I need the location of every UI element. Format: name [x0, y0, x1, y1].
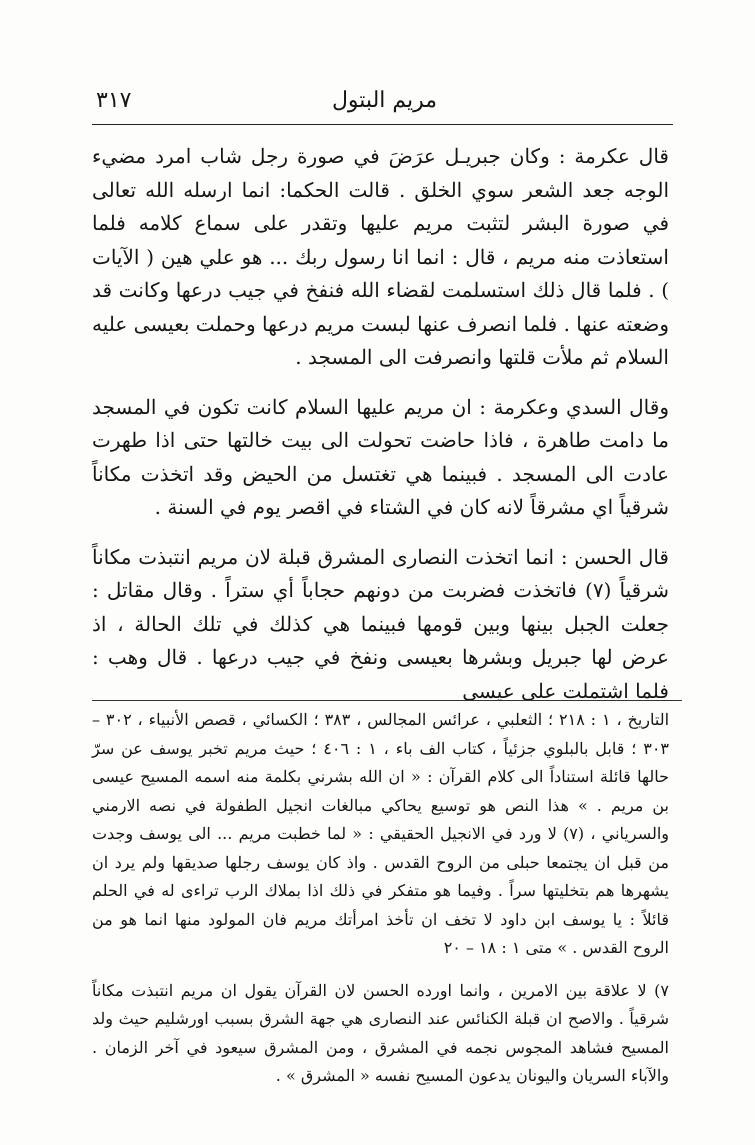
paragraph: قال عكرمة : وكان جبريـل عرَضَ في صورة رجل شاب امرد مضيء الوجه جعد الشعر سوي الخلق . قالت الحكما: انما ارسله الله تعالى في صورة البشر لتثبت مريم عليها وتقدر على سماع كلامه فلما استعاذت منه مريم ، قال : انما انا رسول ربك ... هو علي هين ( الآيات ) . فلما قال ذلك استسلمت لقضاء الله فنفخ في جيب درعها وكانت قد وضعته عنها . فلما انصرف عنها لبست مريم درعها وحملت بعيسى عليه السلام ثم ملأت قلتها وانصرفت الى المسجد . — [92, 144, 669, 369]
main-text — [92, 140, 669, 724]
page-number: ٣١٧ — [96, 88, 132, 113]
footnotes — [92, 706, 669, 1105]
paragraph: قال الحسن : انما اتخذت النصارى المشرق قبلة لان مريم انتبذت مكاناً شرقياً (٧) فاتخذت فضربت من دونهم حجاباً أي ستراً . وقال مقاتل : جعلت الجبل بينها وبين قومها فبينما هي كذلك في تلك الحالة ، اذ عرض لها جبريل وبشرها بعيسى ونفخ في جيب درعها . قال وهب : فلما اشتملت على عيسى — [92, 544, 669, 703]
footnote-rule — [92, 700, 682, 701]
footnote: التاريخ ، ١ : ٢١٨ ؛ الثعلبي ، عرائس المجالس ، ٣٨٣ ؛ الكسائي ، قصص الأنبياء ، ٣٠٢ – ٣٠٣ ؛ قابل بالبلوي جزئياً ، كتاب الف باء ، ١ : ٤٠٦ ؛ حيث مريم تخبر يوسف عن سرّ حالها قائلة استناداً الى كلام القرآن : « ان الله بشرني بكلمة منه اسمه المسيح عيسى بن مريم . » هذا النص هو توسيع يحاكي مبالغات انجيل الطفولة في نصه الارمني والسرياني ، (٧) لا ورد في الانجيل الحقيقي : « لما خطبت مريم ... الى يوسف وجدت من قبل ان يجتمعا حبلى من الروح القدس . واذ كان يوسف رجلها صديقها ولم يرد ان يشهرها هم بتخليتها سراً . وفيما هو متفكر في ذلك اذا بملاك الرب تراءى له في الحلم قائلاً : يا يوسف ابن داود لا تخف ان تأخذ امرأتك مريم فان المولود منها انما هو من الروح القدس . » متى ١ : ١٨ – ٢٠ — [92, 710, 670, 957]
running-title: مريم البتول — [331, 88, 438, 113]
running-head — [96, 86, 673, 120]
footnote: ٧) لا علاقة بين الامرين ، وانما اورده الحسن لان القرآن يقول ان مريم انتبذت مكاناً شرقياً . والاصح ان قبلة الكنائس عند النصارى هي جهة الشرق بسبب اورشليم حيث ولد المسيح فشاهد المجوس نجمه في المشرق ، ومن المشرق سيعود في آخر الزمان . والآباء السريان واليونان يدعون المسيح نفسه « المشرق » . — [92, 980, 669, 1085]
header-rule — [92, 124, 673, 125]
paragraph: وقال السدي وعكرمة : ان مريم عليها السلام كانت تكون في المسجد ما دامت طاهرة ، فاذا حاضت تحولت الى بيت خالتها حتى اذا طهرت عادت الى المسجد . فبينما هي تغتسل من الحيض وقد اتخذت مكاناً شرقياً اي مشرقاً لانه كان في الشتاء في اقصر يوم في السنة . — [92, 394, 669, 519]
